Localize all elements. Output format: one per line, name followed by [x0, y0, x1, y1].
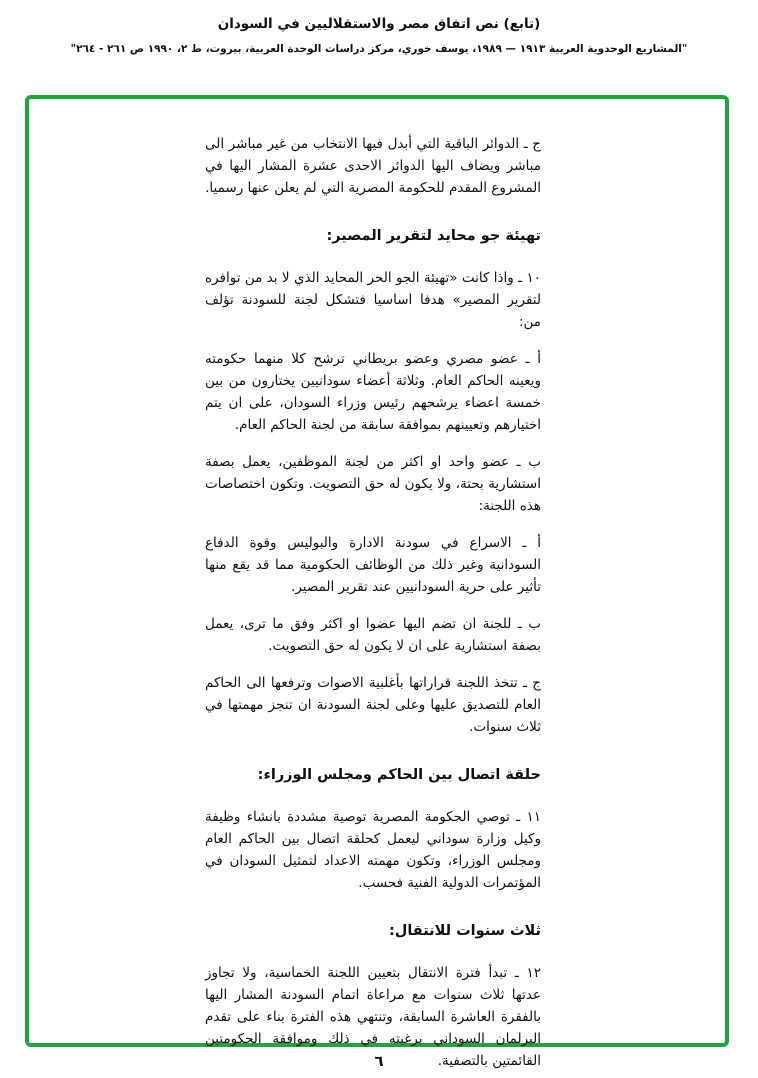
green-border-frame	[25, 95, 729, 1069]
paragraph: ١٠ ـ واذا كانت «تهيئة الجو الحر المحايد الذي لا بد من توافره لتقرير المصير» هدفا اساسيا فتشكل لجنة للسودنة تؤلف من:	[205, 270, 541, 330]
document-title: (تابع) نص اتفاق مصر والاستقلاليين في السودان	[217, 16, 541, 32]
section-heading: ثلاث سنوات للانتقال:	[388, 923, 541, 939]
page-header	[0, 16, 758, 55]
paragraph: ج ـ تتخذ اللجنة قراراتها بأغلبية الاصوات وترفعها الى الحاكم العام للتصديق عليها وعلى لجنة السودنة ان تنجز مهمتها في ثلاث سنوات.	[205, 675, 541, 735]
paragraph: ب ـ عضو واحد او اكثر من لجنة الموظفين، يعمل بصفة استشارية بحتة، ولا يكون له حق التصويت. وتكون اختصاصات هذه اللجنة:	[205, 454, 541, 514]
paragraph: أ ـ الاسراع في سودنة الادارة والبوليس وقوة الدفاع السودانية وغير ذلك من الوظائف الحكومية مما قد يقع منها تأثير على حرية السودانيين عند تقرير المصير.	[205, 535, 541, 595]
section-heading: تهيئة جو محايد لتقرير المصير:	[326, 228, 541, 244]
paragraph: ١٢ ـ تبدأ فترة الانتقال بتعيين اللجنة الخماسية، ولا تجاوز عدتها ثلاث سنوات مع مراعاة اتمام السودنة المشار اليها بالفقرة العاشرة السابقة، وتنتهي هذه الفترة بناء على تقدم البرلمان السوداني برغبته في ذلك وموافقة الحكومتين القائمتين بالتصفية.	[205, 965, 541, 1069]
document-body	[205, 133, 541, 1078]
page-number: ٦	[374, 1052, 384, 1070]
paragraph: ب ـ للجنة ان تضم اليها عضوا او اكثر وفق ما ترى، يعمل بصفة استشارية على ان لا يكون له حق التصويت.	[205, 616, 541, 654]
paragraph: أ ـ عضو مصري وعضو بريطاني ترشح كلا منهما حكومته ويعينه الحاكم العام. وثلاثة أعضاء سودانيين يختارون من بين خمسة اعضاء يرشحهم رئيس وزراء السودان، على ان يتم اختيارهم وتعيينهم بموافقة سابقة من لجنة الحاكم العام.	[205, 351, 541, 433]
section-heading: حلقة اتصال بين الحاكم ومجلس الوزراء:	[257, 767, 541, 783]
paragraph: ج ـ الدوائر الباقية التي أبدل فيها الانتخاب من غير مباشر الى مباشر ويضاف اليها الدوائر الاحدى عشرة المشار اليها في المشروع المقدم للحكومة المصرية التي لم يعلن عنها رسميا.	[205, 136, 541, 196]
paragraph: ١١ ـ توصي الحكومة المصرية توصية مشددة بانشاء وظيفة وكيل وزارة سوداني ليعمل كحلقة اتصال بين الحاكم العام ومجلس الوزراء، وتكون مهمته الاعداد لتمثيل السودان في المؤتمرات الدولية الفنية فحسب.	[205, 809, 541, 891]
document-source-citation: "المشاريع الوحدوية العربية ١٩١٣ — ١٩٨٩، يوسف خوري، مركز دراسات الوحدة العربية، بيروت، ط ٢، ١٩٩٠ ص ٢٦١ - ٢٦٤"	[70, 43, 688, 55]
